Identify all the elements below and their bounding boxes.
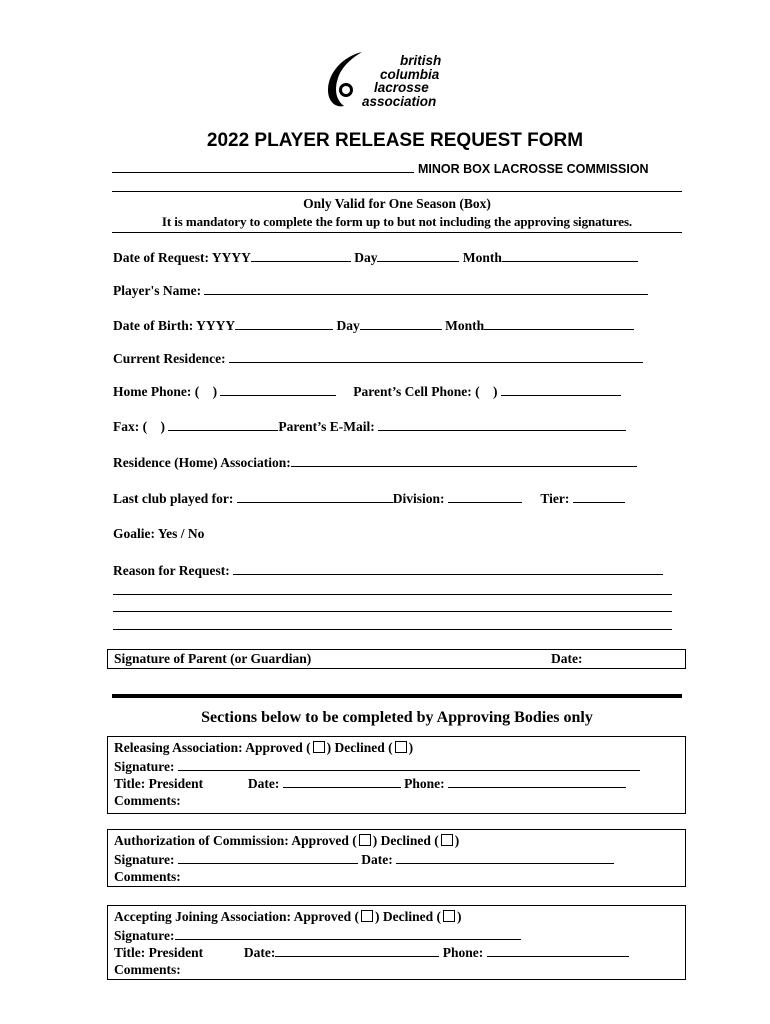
logo-line-1: british <box>400 53 442 68</box>
accepting-approved-checkbox[interactable] <box>361 910 373 922</box>
reason-line[interactable] <box>113 629 672 630</box>
parent-signature-box[interactable] <box>107 649 686 669</box>
reason-line[interactable] <box>113 611 672 612</box>
accepting-signature-row: Signature: <box>114 927 521 944</box>
home-assoc-field[interactable] <box>291 454 637 467</box>
player-name-field[interactable] <box>204 282 648 295</box>
parent-cell-field[interactable] <box>501 383 621 396</box>
residence-row <box>113 350 643 367</box>
parent-signature-label: Signature of Parent (or Guardian) <box>114 651 312 666</box>
bcla-logo <box>322 50 472 112</box>
accepting-comments[interactable]: Comments: <box>114 962 181 977</box>
page-title: 2022 PLAYER RELEASE REQUEST FORM <box>206 130 584 151</box>
fax-field[interactable] <box>168 418 278 431</box>
releasing-declined-checkbox[interactable] <box>395 741 407 753</box>
last-club-row <box>113 490 625 507</box>
dob-month-field[interactable] <box>484 317 634 330</box>
commission-box <box>107 829 686 887</box>
home-assoc-label: Residence (Home) Association: <box>113 455 291 470</box>
divider <box>112 232 682 233</box>
reason-row <box>113 562 663 579</box>
goalie-row[interactable]: Goalie: Yes / No <box>113 526 205 541</box>
residence-field[interactable] <box>229 350 643 363</box>
logo-line-2: columbia <box>380 66 440 82</box>
commission-comments[interactable]: Comments: <box>114 869 181 884</box>
approving-heading: Sections below to be completed by Approving Bodies only <box>201 709 593 726</box>
division-label: Division: <box>392 491 445 506</box>
section-divider <box>112 694 682 698</box>
residence-label: Current Residence: <box>113 351 226 366</box>
accepting-approval-row: Accepting Joining Association: Approved ( ) Declined ( ) <box>114 909 462 924</box>
releasing-date-field[interactable] <box>283 775 401 788</box>
day-label: Day <box>336 318 360 333</box>
home-phone-label: Home Phone: ( <box>113 384 200 399</box>
request-day-field[interactable] <box>377 249 459 262</box>
divider <box>112 191 682 192</box>
commission-approval-row: Authorization of Commission: Approved ( ) Declined ( ) <box>114 833 460 848</box>
last-club-field[interactable] <box>237 490 393 503</box>
commission-signature-field[interactable] <box>178 851 358 864</box>
reason-line[interactable] <box>113 594 672 595</box>
parent-signature-date: Date: <box>551 651 583 666</box>
reason-label: Reason for Request: <box>113 563 230 578</box>
request-year-field[interactable] <box>251 249 351 262</box>
month-label: Month <box>462 250 502 265</box>
commission-approved-checkbox[interactable] <box>359 834 371 846</box>
dob-row <box>113 317 634 334</box>
day-label: Day <box>354 250 378 265</box>
commission-declined-checkbox[interactable] <box>441 834 453 846</box>
releasing-approval-row: Releasing Association: Approved ( ) Declined ( ) <box>114 740 414 755</box>
last-club-label: Last club played for: <box>113 491 234 506</box>
commission-date-field[interactable] <box>396 851 614 864</box>
releasing-box <box>107 736 686 814</box>
releasing-approved-checkbox[interactable] <box>313 741 325 753</box>
fax-row: Fax: ( ) Parent’s E-Mail: <box>113 418 626 435</box>
accepting-date-field[interactable] <box>275 944 439 957</box>
logo-line-3: lacrosse <box>374 80 429 95</box>
home-phone-field[interactable] <box>220 383 336 396</box>
date-request-row <box>113 249 638 266</box>
parent-email-field[interactable] <box>378 418 626 431</box>
parent-email-label: Parent’s E-Mail: <box>278 419 375 434</box>
valid-note: Only Valid for One Season (Box) <box>303 196 491 211</box>
mandatory-note: It is mandatory to complete the form up to but not including the approving signatures. <box>161 214 633 229</box>
tier-label: Tier: <box>540 491 570 506</box>
parent-cell-label: Parent’s Cell Phone: ( <box>353 384 480 399</box>
reason-field[interactable] <box>233 562 663 575</box>
dob-year-field[interactable] <box>235 317 333 330</box>
releasing-comments[interactable]: Comments: <box>114 793 181 808</box>
logo-line-4: association <box>362 93 437 109</box>
fax-label: Fax: ( <box>113 419 148 434</box>
commission-label: MINOR BOX LACROSSE COMMISSION <box>418 162 649 176</box>
phone-row: Home Phone: ( ) Parent’s Cell Phone: ( ) <box>113 383 621 400</box>
dob-label: Date of Birth: YYYY <box>113 318 236 333</box>
home-assoc-row <box>113 454 637 471</box>
releasing-phone-field[interactable] <box>448 775 626 788</box>
date-request-label: Date of Request: YYYY <box>113 250 251 265</box>
commission-blank[interactable] <box>112 160 414 173</box>
tier-field[interactable] <box>573 490 625 503</box>
dob-day-field[interactable] <box>360 317 442 330</box>
month-label: Month <box>445 318 485 333</box>
accepting-signature-field[interactable] <box>175 927 521 940</box>
player-name-label: Player's Name: <box>113 283 202 298</box>
player-name-row <box>113 282 648 299</box>
commission-row <box>112 160 682 178</box>
releasing-signature-row: Signature: <box>114 758 640 775</box>
commission-signature-row: Signature: Date: <box>114 851 614 868</box>
request-month-field[interactable] <box>502 249 638 262</box>
releasing-signature-field[interactable] <box>178 758 640 771</box>
division-field[interactable] <box>448 490 522 503</box>
accepting-declined-checkbox[interactable] <box>443 910 455 922</box>
accepting-title-row: Title: President Date: Phone: <box>114 944 629 961</box>
accepting-phone-field[interactable] <box>487 944 629 957</box>
releasing-title-row: Title: President Date: Phone: <box>114 775 626 792</box>
accepting-box <box>107 905 686 980</box>
